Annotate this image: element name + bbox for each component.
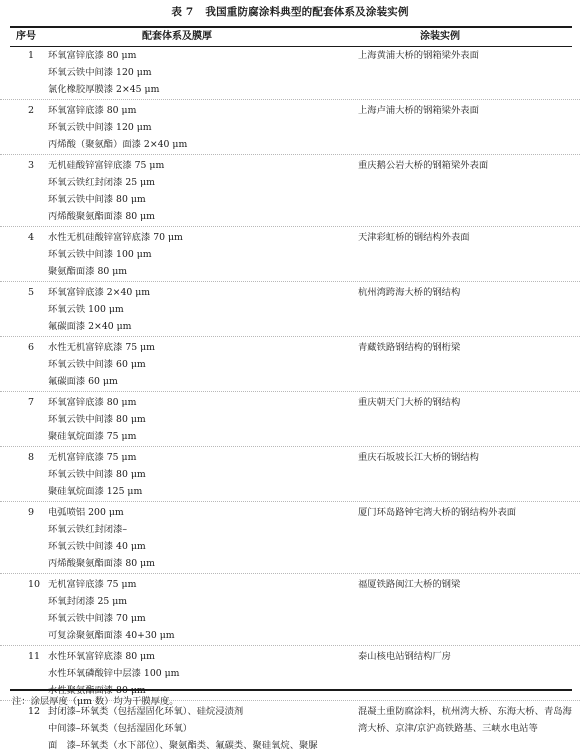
row-system [48,574,348,645]
table-row [0,447,580,502]
row-seq: 7 [28,397,35,408]
row-seq: 2 [28,105,35,116]
system-line: 水性无机富锌底漆 75 μm [48,342,155,353]
row-example: 天津彩虹桥的钢结构外表面 [358,232,470,243]
system-line: 环氧封闭漆 25 μm [48,596,128,607]
row-seq: 6 [28,342,35,353]
system-line: 无机富锌底漆 75 μm [48,452,137,463]
system-line: 环氧云铁中间漆 60 μm [48,359,146,370]
table-row [0,100,580,155]
row-example: 福厦铁路闽江大桥的钢梁 [358,579,461,590]
table-row [0,227,580,282]
row-seq: 12 [28,706,41,717]
row-seq: 8 [28,452,35,463]
table-row [0,45,580,100]
system-line: 聚氨酯面漆 80 μm [48,266,128,277]
table-caption [0,5,580,19]
row-example: 泰山核电站钢结构厂房 [358,651,451,662]
row-seq: 4 [28,232,35,243]
row-system [48,282,348,336]
row-system [48,45,348,99]
table-row [0,502,580,574]
table-number: 表 7 [171,6,194,18]
system-line: 聚硅氧烷面漆 75 μm [48,431,137,442]
system-line: 环氧云铁中间漆 120 μm [48,67,152,78]
row-example: 重庆朝天门大桥的钢结构 [358,397,461,408]
system-line: 面 漆–环氧类（水下部位）、聚氨酯类、氟碳类、聚硅氧烷、聚脲 [48,740,318,751]
table-header [0,28,580,46]
row-seq: 10 [28,579,41,590]
row-system [48,502,348,573]
system-line: 水性无机硅酸锌富锌底漆 70 μm [48,232,183,243]
row-example: 上海卢浦大桥的钢箱梁外表面 [358,105,479,116]
system-line: 封闭漆–环氧类（包括湿固化环氧）、硅烷浸渍剂 [48,706,244,717]
table-body [0,45,580,755]
row-example: 上海黄浦大桥的钢箱梁外表面 [358,50,479,61]
row-example: 重庆鹅公岩大桥的钢箱梁外表面 [358,160,489,171]
system-line: 环氧富锌底漆 80 μm [48,105,137,116]
row-system [48,155,348,226]
row-seq: 11 [28,651,41,662]
table-note: 注：涂层厚度（μm 数）均为干膜厚度。 [12,696,179,707]
row-seq: 5 [28,287,35,298]
row-system [48,447,348,501]
table-row [0,282,580,337]
system-line: 无机硅酸锌富锌底漆 75 μm [48,160,165,171]
system-line: 环氧云铁中间漆 80 μm [48,414,146,425]
table-row [0,337,580,392]
system-line: 氟碳面漆 2×40 μm [48,321,132,332]
table-bottom-rule [10,689,572,691]
system-line: 丙烯酸（聚氨酯）面漆 2×40 μm [48,139,188,150]
system-line: 环氧云铁中间漆 70 μm [48,613,146,624]
system-line: 环氧富锌底漆 80 μm [48,397,137,408]
system-line: 丙烯酸聚氨酯面漆 80 μm [48,558,155,569]
system-line: 水性环氧磷酸锌中层漆 100 μm [48,668,180,679]
row-example: 青藏铁路钢结构的钢桁梁 [358,342,461,353]
row-example: 厦门环岛路钟宅湾大桥的钢结构外表面 [358,507,517,518]
system-line: 环氧云铁中间漆 80 μm [48,469,146,480]
system-line: 环氧云铁红封闭漆– [48,524,128,535]
table-row [0,392,580,447]
system-line: 环氧云铁 100 μm [48,304,124,315]
system-line: 聚硅氧烷面漆 125 μm [48,486,143,497]
row-system [48,337,348,391]
column-header-system: 配套体系及膜厚 [142,31,212,42]
table-row [0,155,580,227]
row-seq: 1 [28,50,35,61]
system-line: 水性环氧富锌底漆 80 μm [48,651,155,662]
system-line: 可复涂聚氨酯面漆 40+30 μm [48,630,175,641]
column-header-example: 涂装实例 [420,31,460,42]
system-line: 环氧云铁中间漆 100 μm [48,249,152,260]
system-line: 环氧云铁中间漆 40 μm [48,541,146,552]
system-line: 环氧富锌底漆 80 μm [48,50,137,61]
system-line: 中间漆–环氧类（包括湿固化环氧） [48,723,193,734]
row-system [48,646,348,700]
system-line: 无机富锌底漆 75 μm [48,579,137,590]
row-seq: 9 [28,507,35,518]
system-line: 氯化橡胶厚膜漆 2×45 μm [48,84,160,95]
system-line: 电弧喷铝 200 μm [48,507,124,518]
system-line: 环氧云铁中间漆 120 μm [48,122,152,133]
row-seq: 3 [28,160,35,171]
table-title: 我国重防腐涂料典型的配套体系及涂装实例 [205,6,409,18]
system-line: 丙烯酸聚氨酯面漆 80 μm [48,211,155,222]
row-example: 混凝土重防腐涂料，杭州湾大桥、东海大桥、青岛海湾大桥、京津/京沪高铁路基、三峡水电站等 [358,706,572,734]
row-example: 重庆石坂坡长江大桥的钢结构 [358,452,479,463]
system-line: 环氧云铁中间漆 80 μm [48,194,146,205]
row-system [48,100,348,154]
row-system [48,392,348,446]
table-row [0,574,580,646]
column-header-seq: 序号 [16,31,36,42]
system-line: 氟碳面漆 60 μm [48,376,118,387]
row-system [48,227,348,281]
system-line: 环氧富锌底漆 2×40 μm [48,287,151,298]
table-row [0,646,580,701]
system-line: 环氧云铁红封闭漆 25 μm [48,177,155,188]
row-example: 杭州湾跨海大桥的钢结构 [358,287,461,298]
